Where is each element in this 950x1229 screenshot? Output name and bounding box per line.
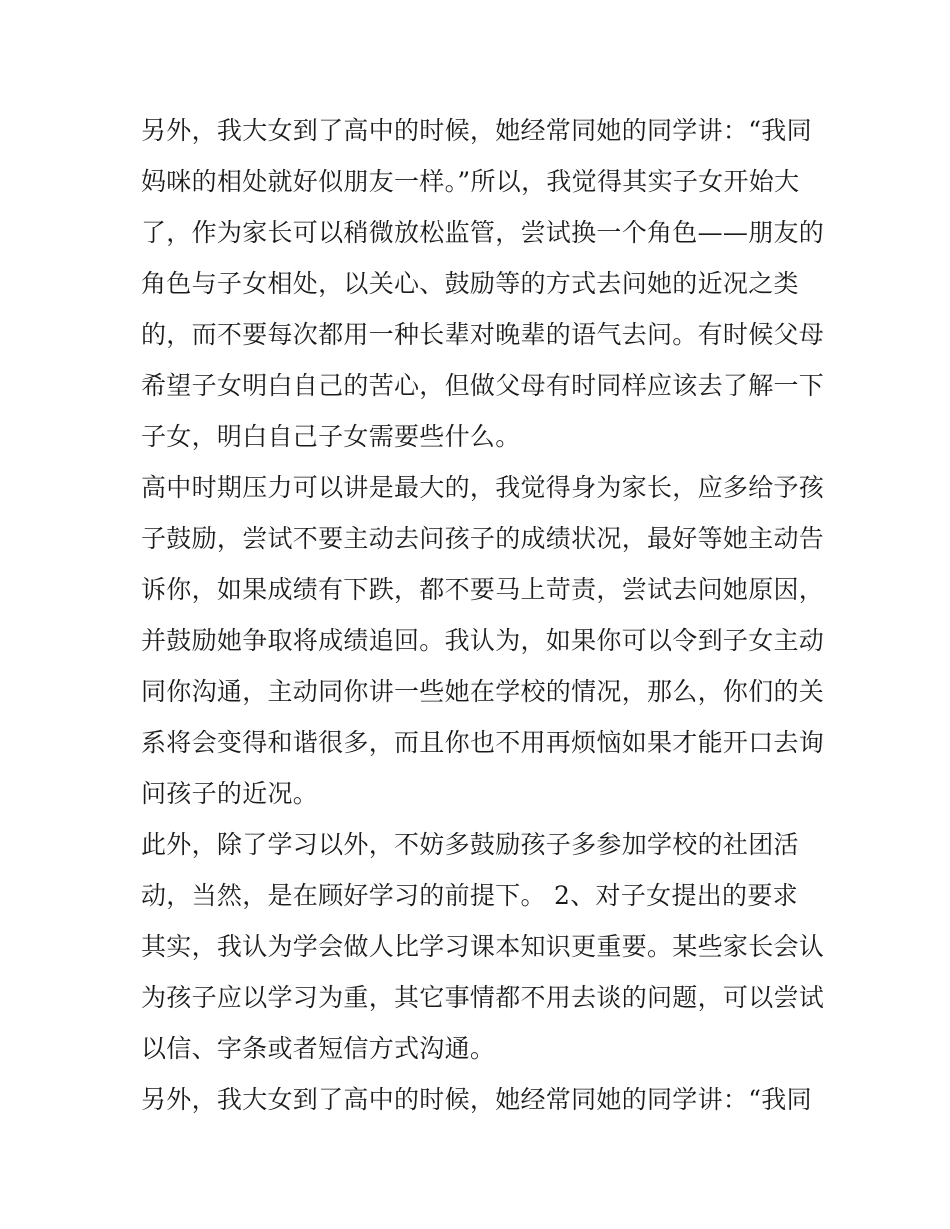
text-line: 诉你，如果成绩有下跌，都不要马上苛责，尝试去问她原因， bbox=[141, 575, 825, 604]
text-line: 另外，我大女到了高中的时候，她经常同她的同学讲：“我同 bbox=[141, 1085, 812, 1114]
text-line: 以信、字条或者短信方式沟通。 bbox=[141, 1034, 496, 1063]
text-line: 问孩子的近况。 bbox=[141, 779, 319, 808]
text-line: 角色与子女相处，以关心、鼓励等的方式去问她的近况之类 bbox=[141, 269, 799, 298]
text-line: 高中时期压力可以讲是最大的，我觉得身为家长，应多给予孩 bbox=[141, 473, 825, 502]
text-line: 希望子女明白自己的苦心，但做父母有时同样应该去了解一下 bbox=[141, 371, 825, 400]
text-line: 此外，除了学习以外，不妨多鼓励孩子多参加学校的社团活 bbox=[141, 830, 799, 859]
text-line: 其实，我认为学会做人比学习课本知识更重要。某些家长会认 bbox=[141, 932, 825, 961]
text-line: 同你沟通，主动同你讲一些她在学校的情况，那么，你们的关 bbox=[141, 677, 825, 706]
text-line: 子女，明白自己子女需要些什么。 bbox=[141, 422, 521, 451]
text-line: 为孩子应以学习为重，其它事情都不用去谈的问题，可以尝试 bbox=[141, 983, 825, 1012]
text-line: 了，作为家长可以稍微放松监管，尝试换一个角色——朋友的 bbox=[141, 218, 825, 247]
text-line: 妈咪的相处就好似朋友一样。”所以，我觉得其实子女开始大 bbox=[141, 167, 800, 196]
text-line: 并鼓励她争取将成绩追回。我认为，如果你可以令到子女主动 bbox=[141, 626, 825, 655]
text-line: 另外，我大女到了高中的时候，她经常同她的同学讲：“我同 bbox=[141, 116, 812, 145]
text-line: 子鼓励，尝试不要主动去问孩子的成绩状况，最好等她主动告 bbox=[141, 524, 825, 553]
text-line: 的，而不要每次都用一种长辈对晚辈的语气去问。有时候父母 bbox=[141, 320, 825, 349]
text-line: 系将会变得和谐很多，而且你也不用再烦恼如果才能开口去询 bbox=[141, 728, 825, 757]
text-line: 动，当然，是在顾好学习的前提下。 2、对子女提出的要求 bbox=[141, 881, 798, 910]
